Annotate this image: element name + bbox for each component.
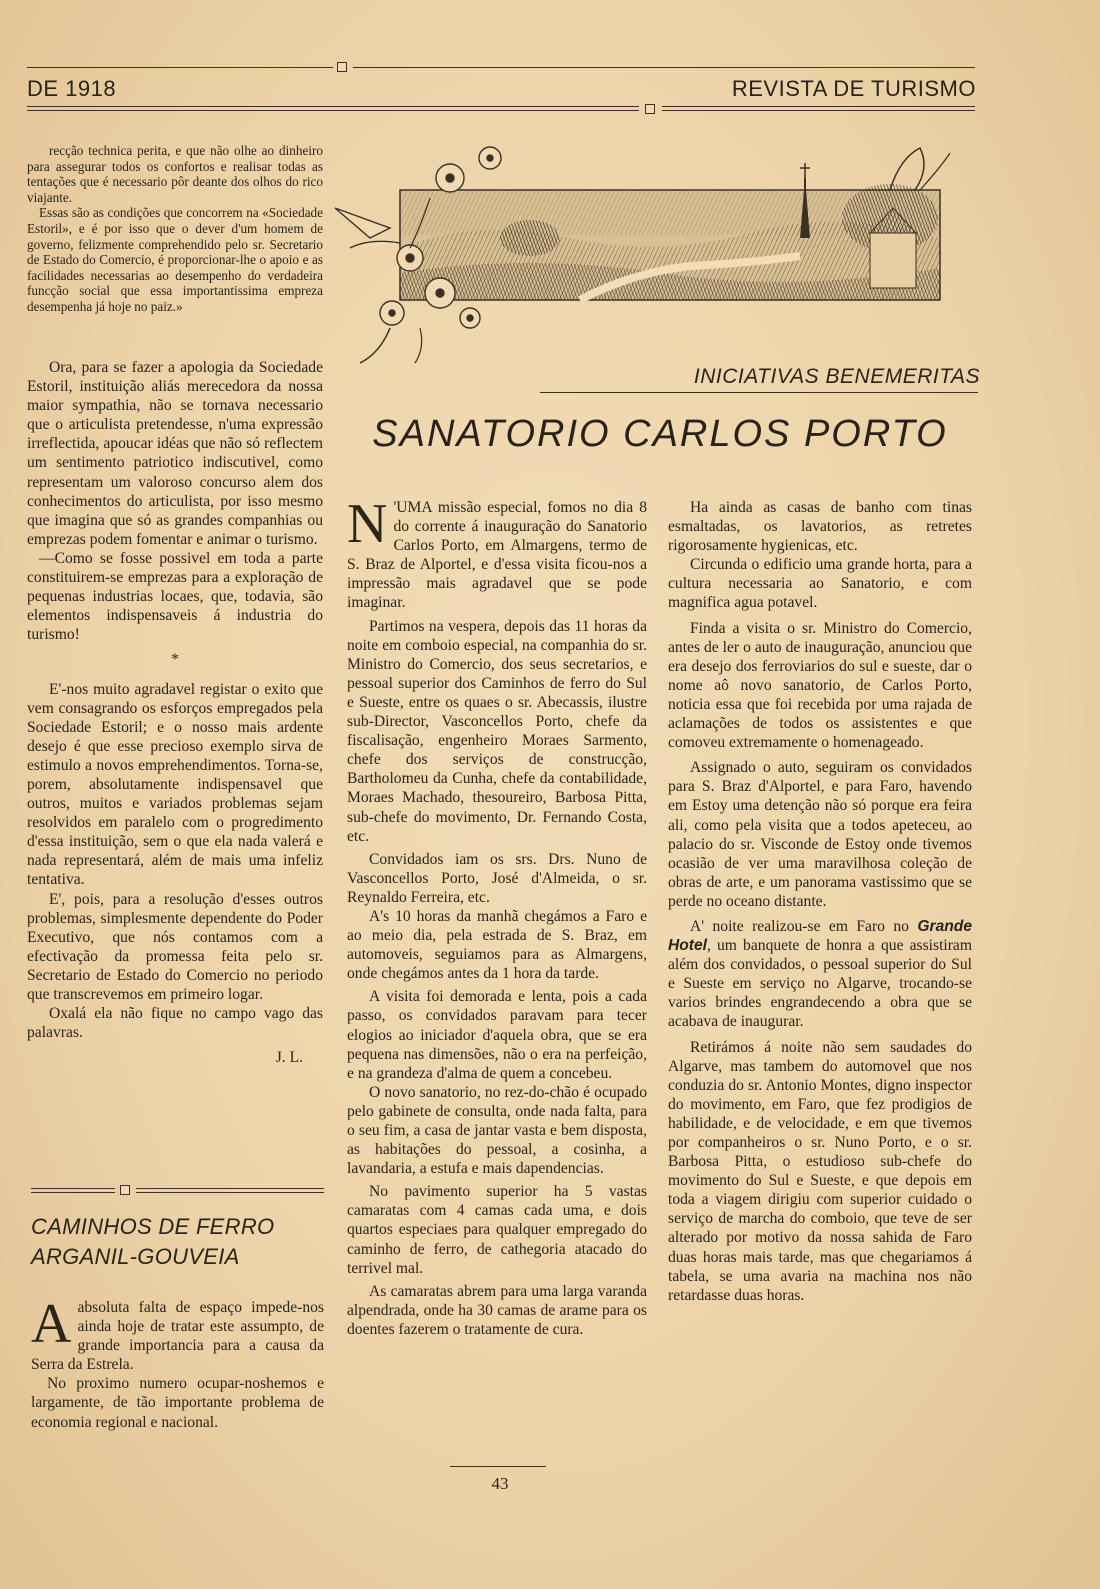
article2-second-paragraph: No proximo numero ocupar-noshemos e largamente, de tão importante problema de economia regional e nacional. [31, 1375, 324, 1431]
body-paragraph: A visita foi demorada e lenta, pois a cada passo, os convidados paravam para tecer elogios ao iniciador d'aquela obra, que se era pequena nas dimensões, não o era na perfeição, e na grandeza d'alma de quem a concebeu. [347, 988, 647, 1082]
quote-paragraph: recção technica perita, e que não olhe ao dinheiro para assegurar todos os confortos e realisar todas as tentações que é necessario pôr deante dos olhos do rico viajante. [27, 143, 323, 205]
left-column-body [27, 358, 323, 1067]
body-paragraph: Circunda o edificio uma grande horta, para a cultura necessaria ao Sanatorio, e com magnifica agua potavel. [668, 556, 972, 612]
header-bottom-square [645, 104, 655, 114]
article2-first-paragraph [31, 1293, 324, 1374]
article2-first-text: absoluta falta de espaço impede-nos ainda hoje de tratar este assumpto, de grande importancia para a causa da Serra da Estrela. [31, 1299, 324, 1374]
main-article-column-2 [668, 498, 972, 1305]
header-top-rule-left [27, 67, 333, 68]
section-separator: * [171, 651, 179, 669]
body-paragraph: Partimos na vespera, depois das 11 horas da noite em comboio especial, na companhia do sr. Ministro do Comercio, dos seus secretarios, e pessoal superior dos Caminhos de ferro do Sul e Sueste, entre os quaes o sr. Abecassis, ilustre sub-Director, Vasconcellos Porto, chefe da fiscalisação, engenheiro Moraes Sarmento, chefe dos serviços de construcção, Bartholomeu da Cunha, chefe da contabilidade, Moraes Machado, thesoureiro, Barbosa Pitta, sub-chefe do movimento, Dr. Fernando Costa, etc. [347, 617, 647, 845]
page-number: 43 [491, 1474, 509, 1493]
kicker-underline [540, 392, 978, 393]
main-article-column-1 [347, 493, 647, 1339]
header-bottom-rule-left [27, 106, 639, 111]
footer-rule [450, 1466, 546, 1467]
article2-headline [31, 1212, 331, 1272]
hotel-name: Grande Hotel [668, 917, 972, 955]
body-paragraph: Convidados iam os srs. Drs. Nuno de Vasconcellos Porto, José d'Almeida, o sr. Reynaldo Ferreira, etc. [347, 850, 647, 906]
article2-dropcap: A [31, 1293, 72, 1355]
section-divider-square [120, 1185, 130, 1195]
section-divider-right [136, 1188, 324, 1193]
header-top-square [337, 62, 347, 72]
article2-headline-line2: ARGANIL-GOUVEIA [31, 1244, 240, 1269]
article2-body [31, 1293, 324, 1432]
body-paragraph: Finda a visita o sr. Ministro do Comercio, antes de ler o auto de inauguração, anunciou que era desejo dos ferroviarios do sul e sueste, dar o nome aô novo sanatorio, de Carlos Porto, noticia essa que foi recebida por uma rajada de aclamações de todos os assistentes e que comoveu extremamente o homenageado. [668, 619, 972, 752]
body-paragraph: As camaratas abrem para uma larga varanda alpendrada, onde ha 30 camas de arame para os doentes fazerem o tratamente de cura. [347, 1282, 647, 1338]
header-issue-year: DE 1918 [27, 76, 117, 101]
body-paragraph: Retirámos á noite não sem saudades do Algarve, mas tambem do automovel que nos conduzia do sr. Antonio Montes, digno inspector do movimento, em Faro, que fez prodigios de habilidade, e de velocidade, e em que tivemos por companheiros o sr. Nuno Porto, e o sr. Barbosa Pitta, o estudioso sub-chefe do movimento do Sul e Sueste, e que depois em toda a viagem dirigiu com superior cuidado o serviço de marcha do comboio, que teve de ser alterado por motivo da nossa sahida de Faro duas horas mais tarde, mas que chegariamos á tabela, se uma avaria na machina nos não retardasse duas horas. [668, 1038, 972, 1304]
body-paragraph: No pavimento superior ha 5 vastas camaratas com 4 camas cada uma, e dois quartos especiaes para qualquer empregado do caminho de ferro, de cathegoria atacado do terrivel mal. [347, 1183, 647, 1277]
body-paragraph: E'-nos muito agradavel registar o exito que vem consagrando os esforços empregados pela Sociedade Estoril; e o nosso mais ardente desejo é que esse precioso exemplo sirva de estimulo a novos emprehendimentos. Torna-se, porem, absolutamente indispensavel que outros, muitos e variados problemas sejam resolvidos em paralelo com o progredimento d'essa instituição, sem o que ela nada valerá e nada representará, além de mais uma infeliz tentativa. [27, 680, 323, 889]
author-signature: J. L. [275, 1049, 303, 1067]
main-article-lead [347, 493, 647, 613]
main-article-dropcap: N [347, 493, 388, 555]
header-magazine-title: REVISTA DE TURISMO [731, 76, 976, 101]
hotel-paragraph [668, 917, 972, 1032]
header-top-rule-right [353, 67, 975, 68]
section-kicker: INICIATIVAS BENEMERITAS [693, 365, 980, 388]
body-paragraph: E', pois, para a resolução d'esses outros problemas, simplesmente dependente do Poder Executivo, que nós contamos com a efectivação da promessa feita pelo sr. Secretario de Estado do Comercio no periodo que transcrevemos em primeiro logar. [27, 890, 323, 1003]
landscape-illustration [330, 138, 970, 370]
article2-headline-line1: CAMINHOS DE FERRO [31, 1214, 275, 1239]
body-paragraph: A's 10 horas da manhã chegámos a Faro e ao meio dia, pela estrada de S. Braz, em automoveis, seguiamos para as Almargens, onde chegámos antes da 1 hora da tarde. [347, 907, 647, 983]
body-paragraph: Assignado o auto, seguiram os convidados para S. Braz d'Alportel, e para Faro, havendo em Estoy uma detenção não só porque era feira ali, como pela visita que a todos apeteceu, ao palacio do sr. Visconde de Estoy onde tivemos ocasião de ver uma maravilhosa coleção de obras de arte, e um panorama vastissimo que se perde no oceano distante. [668, 759, 972, 910]
article-title: SANATORIO CARLOS PORTO [372, 413, 948, 455]
quote-paragraph: Essas são as condições que concorrem na «Sociedade Estoril», e é por isso que o dever d'um homem de governo, felizmente comprehendido pelo sr. Secretario de Estado do Comercio, é proporcionar-lhe o apoio e as facilidades necessarias ao desempenho do verdadeira funcção social que essa importantissima empreza desempenha já hoje no paiz.» [27, 205, 323, 314]
body-paragraph: O novo sanatorio, no rez-do-chão é ocupado pelo gabinete de consulta, onde nada falta, para o seu fim, a casa de jantar vasta e bem disposta, as habitações do pessoal, a cosinha, a lavandaria, a estufa e mais dapendencias. [347, 1083, 647, 1178]
section-divider-left [31, 1188, 115, 1193]
body-paragraph: Oxalá ela não fique no campo vago das palavras. [27, 1005, 323, 1042]
hotel-paragraph-post: , um banquete de honra a que assistiram além dos convidados, o pessoal superior do Sul e Sueste em serviço no Algarve, trocando-se varios brindes engrandecendo a obra que se acabava de inaugurar. [668, 937, 972, 1031]
header-bottom-rule-right [662, 106, 975, 111]
body-paragraph: Ora, para se fazer a apologia da Sociedade Estoril, instituição aliás merecedora da nossa maior sympathia, não se tornava necessario que o articulista pretendesse, n'uma expressão irreflectida, apoucar idéas que não só reflectem um sentimento patriotico indiscutivel, como representam um valoroso concurso alem dos conhecimentos do articulista, por isso mesmo que imagina que só as grandes companhias ou emprezas podem fomentar e animar o turismo. [27, 359, 323, 548]
body-paragraph: —Como se fosse possivel em toda a parte constituirem-se emprezas para a exploração de pequenas industrias locaes, que, todavia, são elementos indispensaveis á industria do turismo! [27, 549, 323, 644]
left-column-quote [27, 143, 323, 315]
body-paragraph: Ha ainda as casas de banho com tinas esmaltadas, os lavatorios, as retretes rigorosamente hygienicas, etc. [668, 499, 972, 555]
hotel-paragraph-pre: A' noite realizou-se em Faro no [690, 917, 918, 935]
main-article-lead-text: 'UMA missão especial, fomos no dia 8 do corrente á inauguração do Sanatorio Carlos Porto, em Almargens, termo de S. Braz de Alportel, e d'essa visita ficou-nos a impressão mais agradavel que se pode imaginar. [347, 499, 647, 612]
